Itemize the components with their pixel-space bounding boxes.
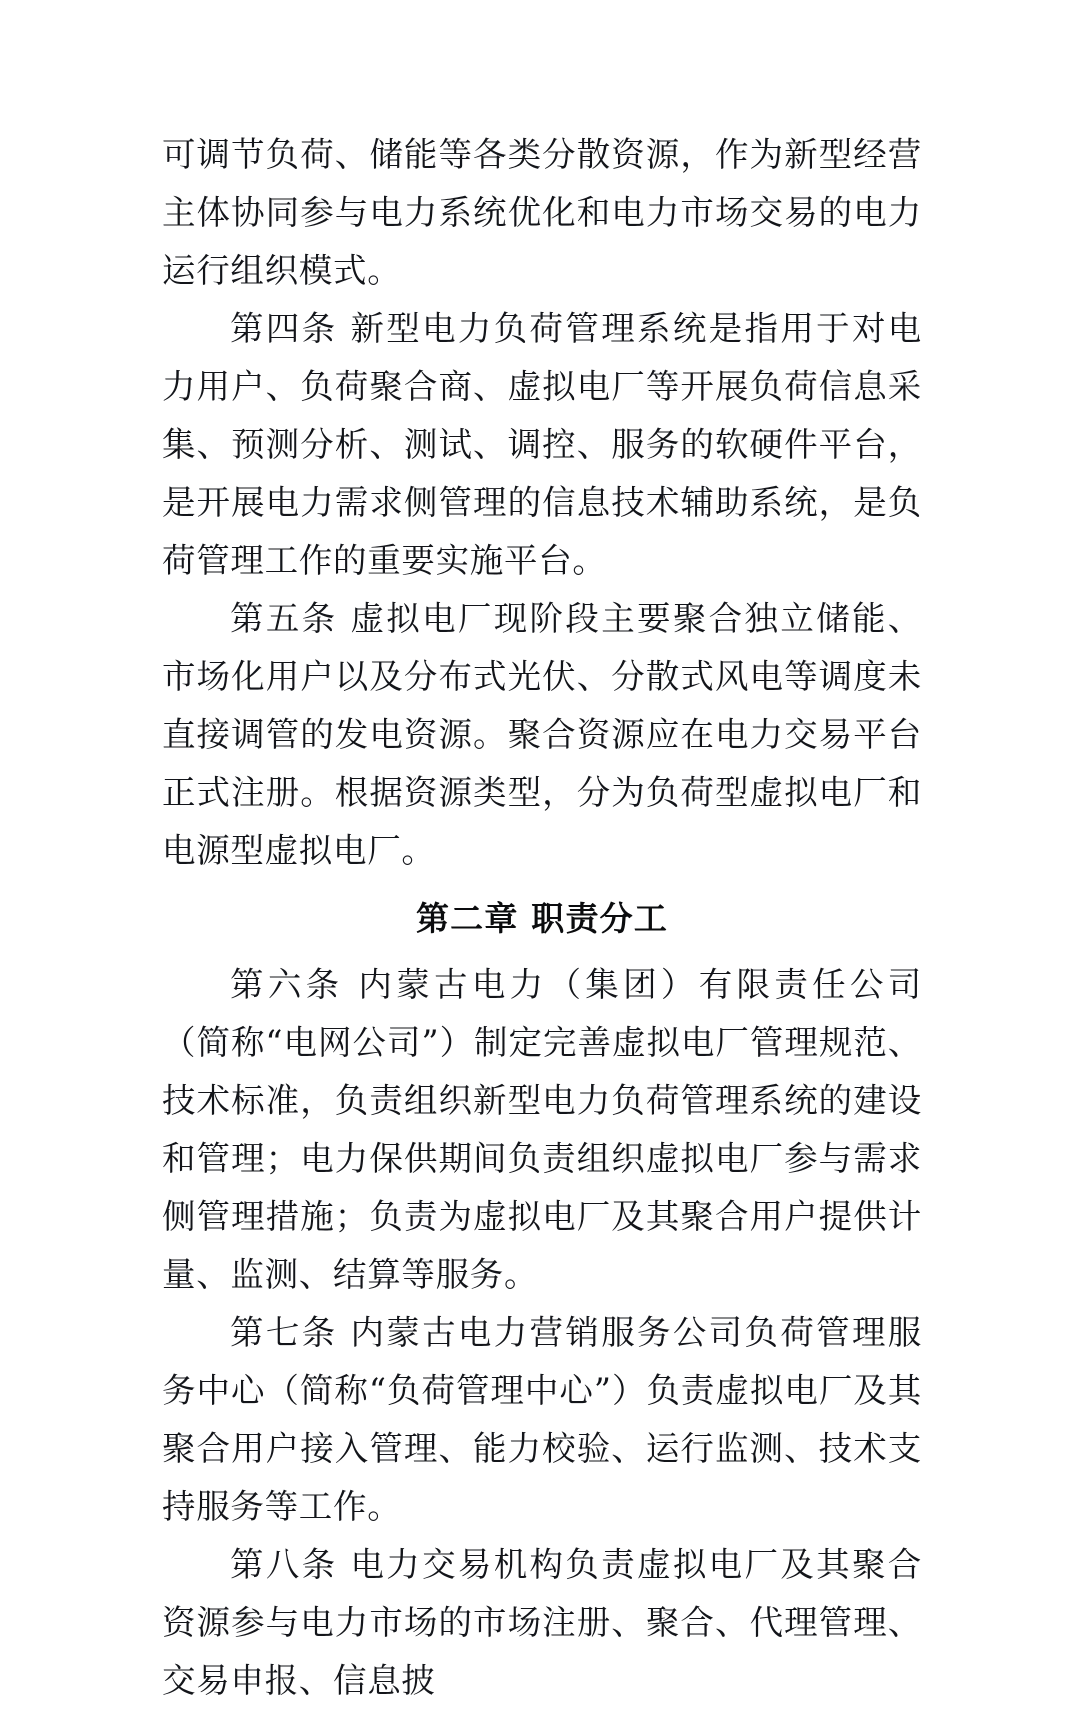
article-6-paragraph: 第六条 内蒙古电力（集团）有限责任公司（简称“电网公司”）制定完善虚拟电厂管理规范、技术标准，负责组织新型电力负荷管理系统的建设和管理；电力保供期间负责组织虚拟电厂参与需求侧管理措施；负责为虚拟电厂及其聚合用户提供计量、监测、结算等服务。 bbox=[162, 965, 922, 1294]
article-5-paragraph: 第五条 虚拟电厂现阶段主要聚合独立储能、市场化用户以及分布式光伏、分散式风电等调度未直接调管的发电资源。聚合资源应在电力交易平台正式注册。根据资源类型，分为负荷型虚拟电厂和电源型虚拟电厂。 bbox=[162, 599, 922, 870]
article-7-paragraph: 第七条 内蒙古电力营销服务公司负荷管理服务中心（简称“负荷管理中心”）负责虚拟电厂及其聚合用户接入管理、能力校验、运行监测、技术支持服务等工作。 bbox=[162, 1313, 922, 1526]
document-text-column bbox=[162, 126, 922, 1710]
article-4-paragraph: 第四条 新型电力负荷管理系统是指用于对电力用户、负荷聚合商、虚拟电厂等开展负荷信息采集、预测分析、测试、调控、服务的软硬件平台，是开展电力需求侧管理的信息技术辅助系统，是负荷管理工作的重要实施平台。 bbox=[162, 309, 922, 580]
article-8-paragraph: 第八条 电力交易机构负责虚拟电厂及其聚合资源参与电力市场的市场注册、聚合、代理管理、交易申报、信息披 bbox=[162, 1545, 922, 1700]
chapter-2-heading: 第二章 职责分工 bbox=[415, 899, 669, 938]
paragraph-continuation: 可调节负荷、储能等各类分散资源，作为新型经营主体协同参与电力系统优化和电力市场交易的电力运行组织模式。 bbox=[162, 135, 922, 290]
